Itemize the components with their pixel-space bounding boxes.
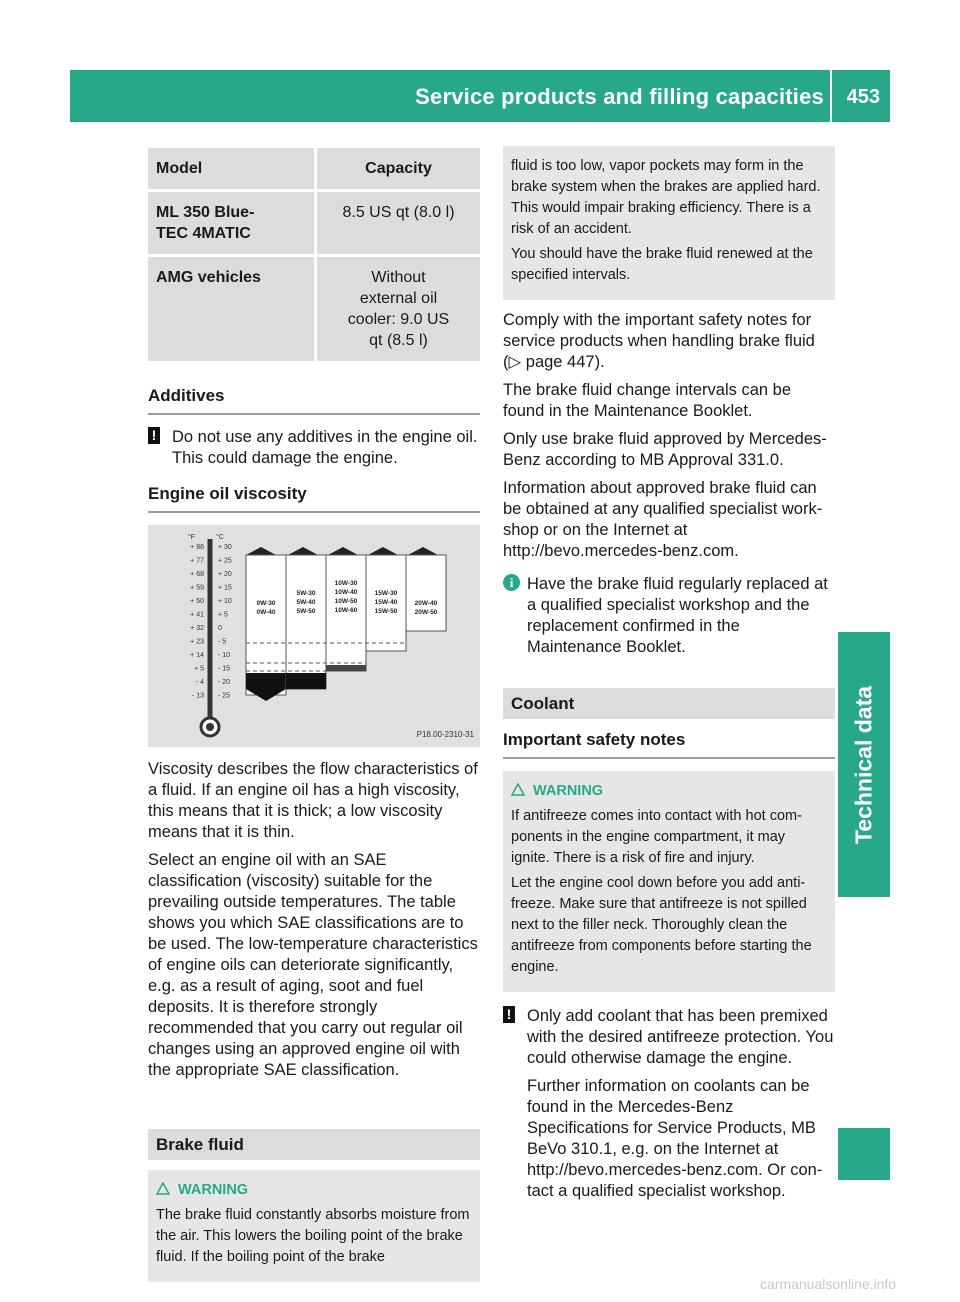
scale-label-f: + 41 [190, 611, 204, 619]
scale-label-c: + 10 [218, 598, 232, 605]
unit-f-label: °F [188, 534, 196, 541]
scale-label-c: + 20 [218, 571, 232, 578]
brake-warning-text: fluid is too low, vapor pockets may form in the brake system when the brakes are applied hard. This would impair braking efficiency. There is a risk of an accident. [511, 158, 821, 237]
thermometer-bulb-core [206, 723, 214, 731]
grade-label: 10W-60 [334, 607, 358, 614]
coolant-warning-text: Let the engine cool down before you add anti-freeze. Make sure that antifreeze is not spilled next to the filler neck. Thoroughly clean the antifreeze from components before starting the engine. [511, 875, 812, 975]
right-column [503, 148, 835, 1209]
viscosity-chart-graphic [148, 525, 480, 747]
info-icon: i [503, 574, 520, 591]
grade-column [286, 547, 326, 689]
exclamation-icon: ! [503, 1006, 515, 1023]
grade-column [406, 547, 446, 631]
additives-heading: Additives [148, 385, 480, 415]
viscosity-paragraph: Select an engine oil with an SAE classification (viscosity) suitable for the prevailing outside temperatures. The table shows you which SAE classifications are to be used. The low-temperature characteristics of engine oils can deteriorate significantly, e.g. as a result of aging, soot and fuel deposits. It is therefore strongly recommended that you carry out regular oil changes using an approved engine oil with the appropriate SAE classification. [148, 851, 478, 1079]
scale-label-f: + 5 [194, 665, 204, 673]
grade-label: 15W-30 [374, 590, 398, 597]
scale-label-f: + 86 [190, 544, 204, 551]
scale-label-c: + 25 [218, 557, 232, 565]
left-column [148, 148, 480, 1292]
scale-label-c: - 15 [218, 665, 231, 673]
scale-label-c: + 15 [218, 584, 232, 592]
viscosity-heading: Engine oil viscosity [148, 483, 480, 513]
brake-warning-text: The brake fluid constantly absorbs moisture from the air. This lowers the boiling point of the brake fluid. If the boiling point of the brake [156, 1207, 470, 1265]
grade-label: 20W-40 [414, 600, 438, 607]
warning-label: WARNING [533, 783, 604, 799]
warning-header [156, 1180, 472, 1201]
table-row [148, 191, 480, 256]
viscosity-paragraph: Viscosity describes the flow characteristics of a fluid. If an engine oil has a high viscosity, this means that it is thick; a low viscosity means that it is thin. [148, 760, 478, 841]
scale-label-f: - 13 [191, 692, 204, 700]
grade-label: 10W-30 [334, 580, 358, 587]
grade-label: 5W-50 [296, 608, 316, 615]
table-cell-capacity: 8.5 US qt (8.0 l) [316, 191, 481, 256]
grade-label: 20W-50 [414, 609, 438, 616]
scale-label-f: + 59 [190, 584, 204, 592]
brake-warning-continued [503, 146, 835, 300]
coolant-heading: Coolant [503, 688, 835, 719]
table-cell-model: ML 350 Blue- TEC 4MATIC [148, 191, 316, 256]
warning-triangle-icon [511, 783, 525, 796]
scale-label-c: - 25 [218, 692, 231, 700]
grade-label: 0W-40 [256, 609, 276, 616]
brake-paragraph: Information about approved brake fluid can be obtained at any qualified specialist work-shop or on the Internet at http://bevo.mercedes-benz.com. [503, 479, 823, 560]
scale-label-c: 0 [218, 625, 222, 632]
grade-label: 10W-40 [334, 589, 358, 596]
scale-label-f: + 23 [190, 638, 204, 646]
brake-paragraph: The brake fluid change intervals can be found in the Maintenance Booklet. [503, 381, 792, 420]
unit-c-label: °C [216, 534, 224, 541]
scale-label-f: - 4 [195, 679, 204, 686]
table-header-model: Model [148, 148, 316, 191]
coolant-warning-box [503, 771, 835, 992]
table-cell-model: AMG vehicles [148, 256, 316, 363]
scale-label-f: + 68 [190, 571, 204, 578]
brake-fluid-heading: Brake fluid [148, 1129, 480, 1160]
side-marker [838, 1128, 890, 1180]
capacity-table [148, 148, 480, 364]
page-number: 453 [846, 86, 880, 108]
brake-paragraph: Comply with the important safety notes for service products when handling brake fluid (▷ page 447). [503, 311, 815, 371]
scale-label-c: - 20 [218, 679, 231, 686]
header-separator [830, 70, 832, 122]
additives-notice-text: Do not use any additives in the engine oil. This could damage the engine. [172, 428, 478, 467]
grade-label: 0W-30 [256, 600, 276, 607]
coolant-notice [503, 1006, 835, 1202]
watermark: carmanualsonline.info [760, 1276, 897, 1292]
brake-warning-box [148, 1170, 480, 1282]
scale-label-c: - 5 [218, 638, 227, 646]
scale-label-f: + 14 [190, 652, 204, 659]
scale-label-f: + 77 [190, 557, 204, 565]
side-tab-label: Technical data [850, 685, 877, 844]
scale-label-f: + 32 [190, 625, 204, 632]
scale-label-f: + 50 [190, 598, 204, 605]
side-tab [838, 632, 890, 897]
warning-header [511, 781, 827, 802]
brake-info-text: Have the brake fluid regularly replaced at a qualified specialist workshop and the replacement confirmed in the Maintenance Booklet. [527, 575, 828, 656]
exclamation-icon: ! [148, 427, 160, 444]
figure-code: P18.00-2310-31 [416, 730, 474, 739]
grade-column [246, 547, 286, 701]
warning-label: WARNING [178, 1182, 249, 1198]
table-header-row [148, 148, 480, 191]
viscosity-chart [148, 525, 480, 747]
grade-label: 5W-40 [296, 599, 316, 606]
scale-label-c: + 5 [218, 611, 228, 619]
additives-notice [148, 427, 480, 469]
table-row [148, 256, 480, 363]
grade-label: 15W-40 [374, 599, 398, 606]
grade-label: 10W-50 [334, 598, 358, 605]
coolant-warning-text: If antifreeze comes into contact with hot com-ponents in the engine compartment, it may ignite. There is a risk of fire and injury. [511, 808, 802, 866]
grade-label: 5W-30 [296, 590, 316, 597]
scale-label-c: + 30 [218, 544, 232, 551]
brake-warning-text: You should have the brake fluid renewed at the specified intervals. [511, 246, 813, 283]
brake-paragraph: Only use brake fluid approved by Mercedes-Benz according to MB Approval 331.0. [503, 430, 827, 469]
coolant-notice-text: Further information on coolants can be found in the Mercedes-Benz Specifications for Service Products, MB BeVo 310.1, e.g. on the Internet at http://bevo.mercedes-benz.com. Or con-tact a qualified specialist workshop. [527, 1077, 823, 1200]
coolant-notice-text: Only add coolant that has been premixed with the desired antifreeze protection. You could otherwise damage the engine. [527, 1007, 834, 1067]
page-header [70, 70, 890, 122]
table-cell-capacity: Without external oil cooler: 9.0 US qt (8.5 l) [316, 256, 481, 363]
table-header-capacity: Capacity [316, 148, 481, 191]
brake-info-notice [503, 574, 835, 658]
warning-triangle-icon [156, 1182, 170, 1195]
header-title: Service products and filling capacities [415, 84, 824, 109]
grade-label: 15W-50 [374, 608, 398, 615]
scale-label-c: - 10 [218, 652, 231, 659]
coolant-subheading: Important safety notes [503, 729, 835, 759]
